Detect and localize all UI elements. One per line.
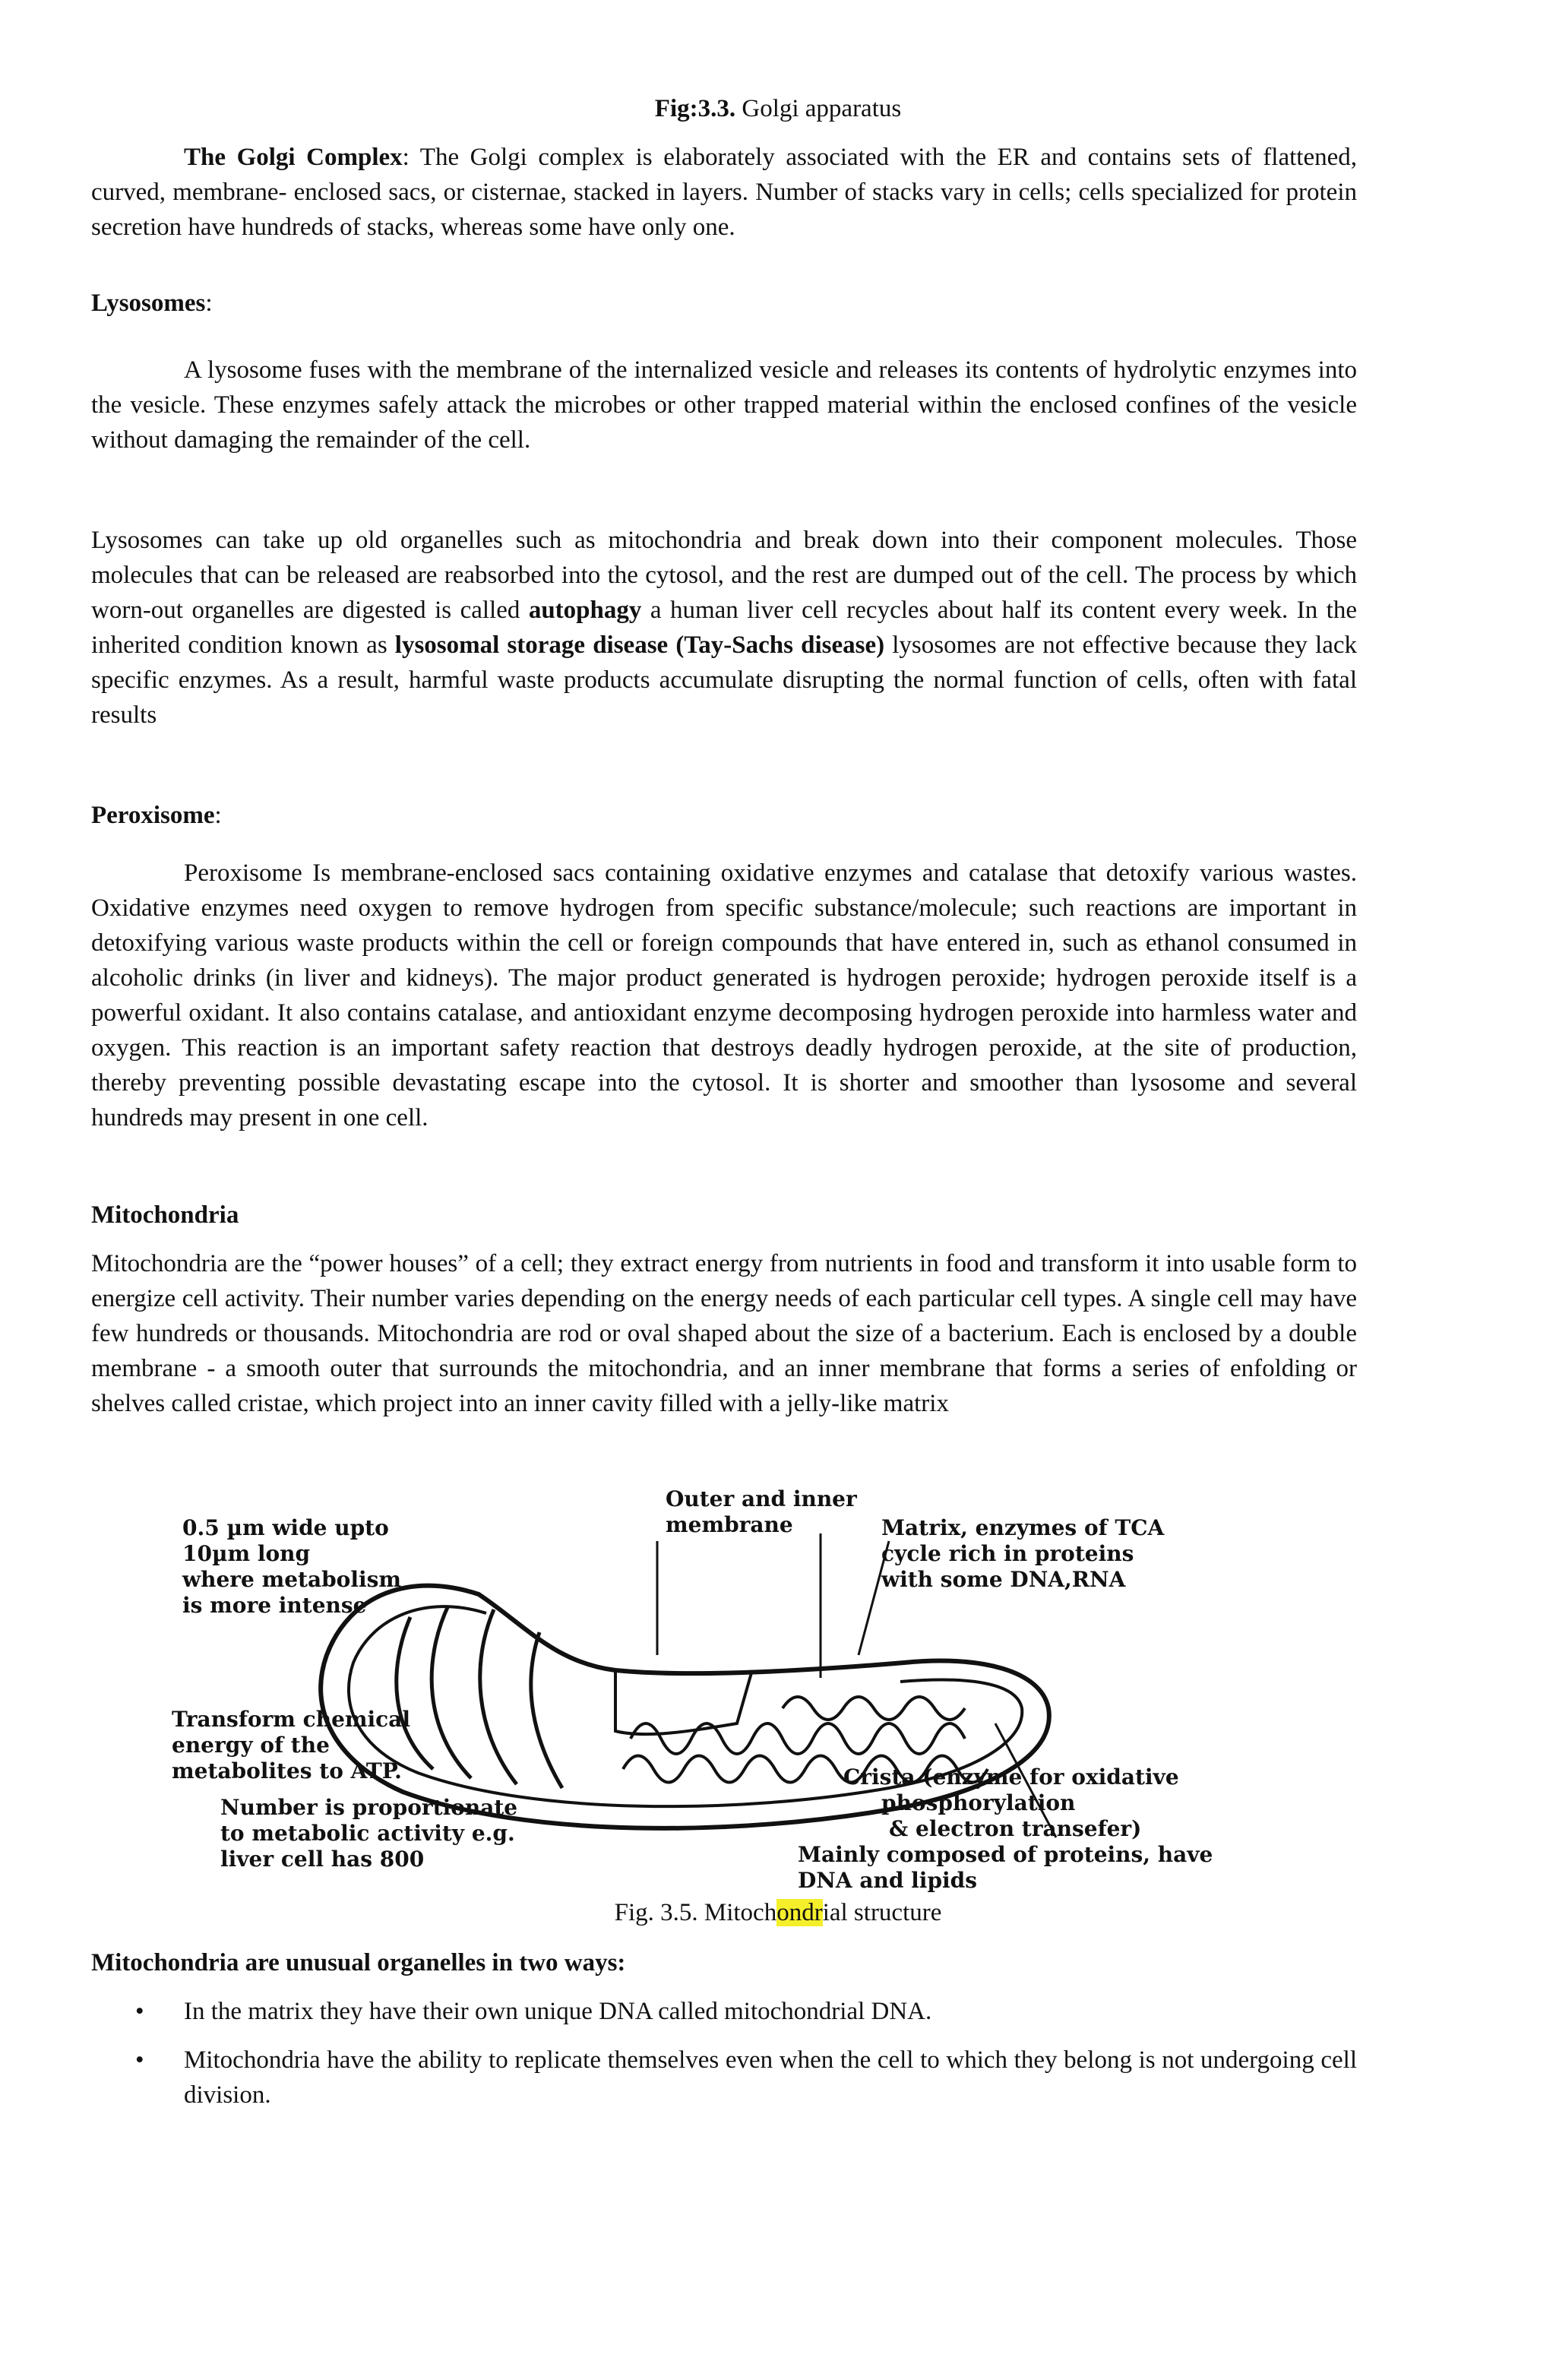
lysosomes-text-b: a human liver cell recycles about half its content every week. In the inherited condition known as: [91, 597, 1357, 659]
lysosomes-paragraph-1: A lysosome fuses with the membrane of the internalized vesicle and releases its contents of hydrolytic enzymes into the vesicle. These enzymes safely attack the microbes or other trapped material within the enclosed confines of the vesicle without damaging the remainder of the cell.: [91, 356, 1357, 454]
label-number-0: Number is proportionate: [220, 1795, 518, 1820]
label-crista-3: Mainly composed of proteins, have: [798, 1842, 1213, 1867]
lysosomes-paragraph-2-block: [91, 523, 1357, 733]
diagram-labels: [172, 1486, 1213, 1893]
unusual-heading-block: [91, 1945, 1357, 1980]
fig-3-3-number: Fig:3.3.: [654, 95, 736, 122]
mitochondria-heading-block: [91, 1198, 1357, 1233]
label-transform-1: energy of the: [172, 1733, 330, 1758]
lysosomes-paragraph-1-block: [91, 353, 1357, 457]
fig-3-3-caption: [0, 91, 1556, 126]
label-transform-2: metabolites to ATP.: [172, 1758, 402, 1783]
label-crista-2: & electron transefer): [889, 1816, 1142, 1841]
mitochondrion-diagram: [160, 1480, 1254, 1906]
label-crista-4: DNA and lipids: [798, 1868, 978, 1893]
unusual-bullet-list: [91, 1994, 1357, 2113]
fig-3-5-highlight: ondr: [776, 1899, 823, 1926]
mitochondria-paragraph: Mitochondria are the “power houses” of a cell; they extract energy from nutrients in food and transform it into usable form to energize cell activity. Their number varies depending on the energy needs of each particular cell types. A single cell may have few hundreds or thousands. Mitochondria are rod or oval shaped about the size of a bacterium. Each is enclosed by a double membrane - a smooth outer that surrounds the mitochondria, and an inner membrane that forms a series of enfolding or shelves called cristae, which project into an inner cavity filled with a jelly-like matrix: [91, 1250, 1357, 1417]
fig-3-5-text-post: ial structure: [822, 1899, 942, 1926]
fig-3-5-caption: [0, 1895, 1556, 1930]
lysosomes-text-c: lysosomes are not effective because they lack specific enzymes. As a result, harmful waste products accumulate disrupting the normal function of cells, often with fatal results: [91, 631, 1358, 729]
storage-disease-term: lysosomal storage disease (Tay-Sachs disease): [394, 631, 885, 659]
label-matrix-1: cycle rich in proteins: [881, 1541, 1134, 1566]
label-number-2: liver cell has 800: [220, 1847, 425, 1872]
golgi-heading: The Golgi Complex: [184, 144, 403, 171]
label-size-2: where metabolism: [182, 1567, 402, 1592]
bullet-text-2: Mitochondria have the ability to replicate themselves even when the cell to which they belong is not undergoing cell division.: [184, 2046, 1357, 2109]
mitochondrion-illustration: [160, 1480, 1254, 1906]
bullet-text-1: In the matrix they have their own unique DNA called mitochondrial DNA.: [184, 1998, 932, 2025]
peroxisome-heading-block: [91, 798, 1357, 833]
list-item: [91, 2043, 1357, 2113]
bullet-icon: •: [135, 1998, 144, 2025]
fig-3-3-title: Golgi apparatus: [742, 95, 902, 122]
unusual-heading: Mitochondria are unusual organelles in two ways:: [91, 1949, 626, 1976]
lysosomes-heading-block: [91, 286, 1357, 321]
mitochondria-heading: Mitochondria: [91, 1201, 239, 1229]
bullet-icon: •: [135, 2046, 144, 2074]
peroxisome-paragraph: Peroxisome Is membrane-enclosed sacs containing oxidative enzymes and catalase that detoxify various wastes. Oxidative enzymes need oxygen to remove hydrogen from specific substance/molecule; such reactions are important in detoxifying various waste products within the cell or foreign compounds that have entered in, such as ethanol consumed in alcoholic drinks (in liver and kidneys). The major product generated is hydrogen peroxide; hydrogen peroxide itself is a powerful oxidant. It also contains catalase, and antioxidant enzyme decomposing hydrogen peroxide into harmless water and oxygen. This reaction is an important safety reaction that destroys deadly hydrogen peroxide, at the site of production, thereby preventing possible devastating escape into the cytosol. It is shorter and smoother than lysosome and several hundreds may present in one cell.: [91, 859, 1357, 1131]
lysosomes-heading: Lysosomes: [91, 290, 206, 317]
peroxisome-heading: Peroxisome: [91, 802, 215, 829]
label-number-1: to metabolic activity e.g.: [220, 1821, 515, 1846]
peroxisome-paragraph-block: [91, 856, 1357, 1135]
golgi-section: [91, 140, 1357, 245]
fig-3-5-text-pre: Fig. 3.5. Mitoch: [614, 1899, 777, 1926]
label-transform-0: Transform chemical: [172, 1707, 410, 1732]
lysosomes-paragraph-2: [91, 523, 1357, 733]
peroxisome-colon: :: [214, 802, 222, 829]
lysosomes-text-a: Lysosomes can take up old organelles such as mitochondria and break down into their component molecules. Those molecules that can be released are reabsorbed into the cytosol, and the rest are dumped out of the cell. The process by which worn-out organelles are digested is called: [91, 527, 1357, 624]
list-item: [91, 1994, 1357, 2029]
autophagy-term: autophagy: [528, 597, 642, 624]
label-matrix-0: Matrix, enzymes of TCA: [881, 1515, 1165, 1540]
label-membrane-1: membrane: [666, 1512, 793, 1537]
label-size-0: 0.5 µm wide upto: [182, 1515, 389, 1540]
label-size-1: 10µm long: [182, 1541, 311, 1566]
label-size-3: is more intense: [182, 1593, 367, 1618]
lysosomes-colon: :: [205, 290, 213, 317]
mitochondria-paragraph-block: [91, 1246, 1357, 1421]
label-crista-1: phosphorylation: [881, 1790, 1076, 1815]
golgi-paragraph: [91, 140, 1357, 245]
label-crista-0: Crista (enzyme for oxidative: [843, 1764, 1179, 1790]
golgi-body: : The Golgi complex is elaborately associated with the ER and contains sets of flattened, curved, membrane- enclosed sacs, or cisternae, stacked in layers. Number of stacks vary in cells; cells specialized for protein secretion have hundreds of stacks, whereas some have only one.: [91, 144, 1357, 241]
label-matrix-2: with some DNA,RNA: [881, 1567, 1126, 1592]
label-membrane-0: Outer and inner: [666, 1486, 857, 1511]
